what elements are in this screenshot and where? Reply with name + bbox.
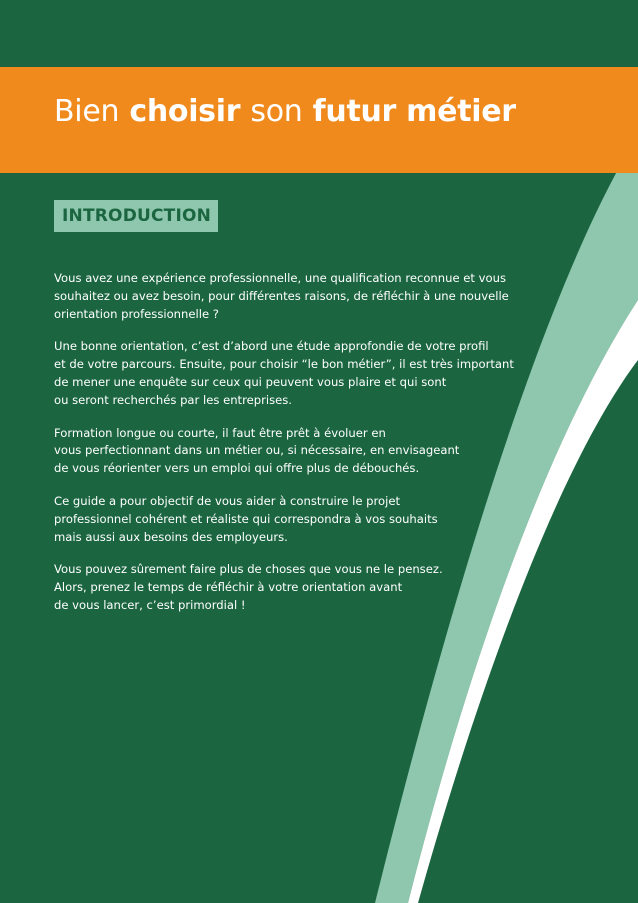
paragraph-2: [54, 338, 524, 409]
text-line: souhaitez ou avez besoin, pour différentes raisons, de réfléchir à une nouvelle: [54, 288, 509, 303]
title-part-bien: Bien: [54, 94, 120, 129]
text-line: ou seront recherchés par les entreprises.: [54, 392, 292, 407]
text-line: de vous lancer, c’est primordial !: [54, 597, 246, 612]
text-line: de mener une enquête sur ceux qui peuvent vous plaire et qui sont: [54, 374, 447, 389]
paragraph-3: [54, 425, 524, 478]
text-line: Ce guide a pour objectif de vous aider à construire le projet: [54, 493, 401, 508]
title-part-choisir: choisir: [129, 94, 241, 129]
text-line: mais aussi aux besoins des employeurs.: [54, 529, 288, 544]
section-heading-introduction: INTRODUCTION: [54, 200, 218, 232]
text-line: orientation professionnelle ?: [54, 306, 219, 321]
title-part-futur-metier: futur métier: [312, 94, 516, 129]
paragraph-4: [54, 493, 524, 546]
text-line: et de votre parcours. Ensuite, pour choisir “le bon métier”, il est très important: [54, 357, 514, 372]
text-line: Vous pouvez sûrement faire plus de choses que vous ne le pensez.: [54, 562, 443, 577]
title-part-son: son: [250, 94, 303, 129]
text-line: Vous avez une expérience professionnelle, une qualification reconnue et vous: [54, 271, 506, 285]
paragraph-1: [54, 270, 524, 323]
text-line: professionnel cohérent et réaliste qui correspondra à vos souhaits: [54, 511, 438, 526]
text-line: vous perfectionnant dans un métier ou, si nécessaire, en envisageant: [54, 443, 460, 458]
text-line: Une bonne orientation, c’est d’abord une étude approfondie de votre profil: [54, 339, 489, 354]
paragraph-5: [54, 561, 524, 614]
page-title: [54, 92, 516, 132]
text-line: Formation longue ou courte, il faut être prêt à évoluer en: [54, 425, 386, 440]
text-line: de vous réorienter vers un emploi qui offre plus de débouchés.: [54, 461, 420, 476]
text-line: Alors, prenez le temps de réfléchir à votre orientation avant: [54, 580, 403, 595]
intro-body: [54, 270, 524, 630]
